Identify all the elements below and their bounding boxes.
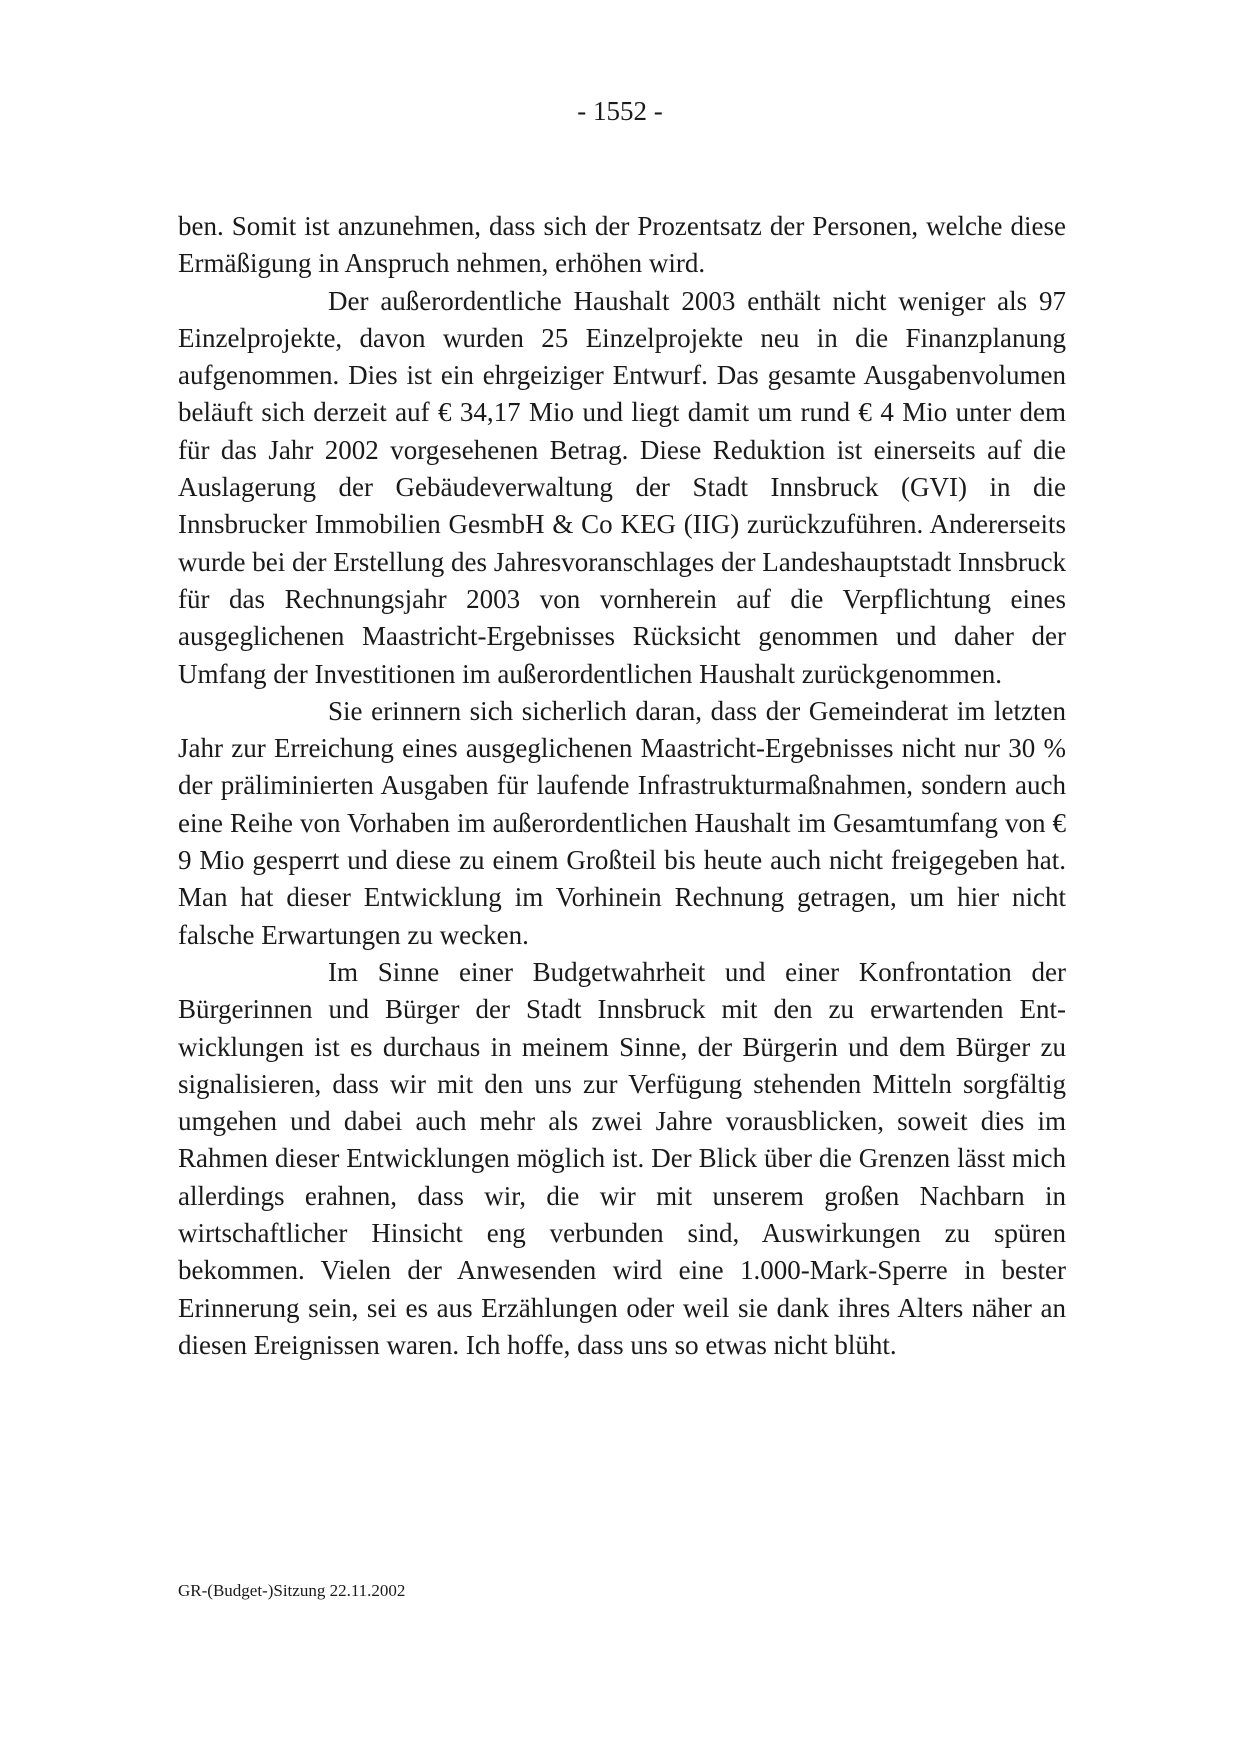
paragraph-4: Im Sinne einer Budgetwahrheit und einer Konfrontation der Bürgerinnen und Bürger der Stadt Innsbruck mit den zu erwartenden Entwicklungen ist es durchaus in meinem Sinne, der Bürgerin und dem Bürger zu signalisieren, dass wir mit den uns zur Verfügung stehenden Mitteln sorgfältig umgehen und dabei auch mehr als zwei Jahre vorausblicken, soweit dies im Rahmen dieser Entwicklungen möglich ist. Der Blick über die Grenzen lässt mich allerdings erahnen, dass wir, die wir mit unserem großen Nachbarn in wirtschaftlicher Hinsicht eng verbunden sind, Auswirkungen zu spüren bekommen. Vielen der Anwesenden wird eine 1.000-Mark-Sperre in bester Erinnerung sein, sei es aus Erzählungen oder weil sie dank ihres Alters näher an diesen Ereignissen waren. Ich hoffe, dass uns so etwas nicht blüht. [178,956,1066,1360]
paragraph-1: ben. Somit ist anzunehmen, dass sich der Prozentsatz der Personen, welche diese Ermäßigung in Anspruch nehmen, erhöhen wird. [178,211,1066,279]
paragraph-2: Der außerordentliche Haushalt 2003 enthält nicht weniger als 97 Einzelprojekte, davon wurden 25 Einzelprojekte neu in die Finanzplanung aufgenommen. Dies ist ein ehrgeiziger Entwurf. Das gesamte Ausgabenvolumen beläuft sich derzeit auf € 34,17 Mio und liegt damit um rund € 4 Mio unter dem für das Jahr 2002 vorgesehenen Betrag. Diese Reduktion ist einerseits auf die Auslagerung der Gebäudeverwaltung der Stadt Innsbruck (GVI) in die Innsbrucker Immobilien GesmbH & Co KEG (IIG) zurückzuführen. Andererseits wurde bei der Erstellung des Jahresvoranschlages der Landeshauptstadt Innsbruck für das Rechnungsjahr 2003 von vornherein auf die Verpflichtung eines ausgeglichenen Maastricht-Ergebnisses Rücksicht genommen und daher der Umfang der Investitionen im außerordentlichen Haushalt zurückgenommen. [178,285,1066,689]
body-text [178,208,1066,1364]
page-number: - 1552 - [577,96,663,126]
footer-session-date: GR-(Budget-)Sitzung 22.11.2002 [178,1581,406,1600]
paragraph-3: Sie erinnern sich sicherlich daran, dass der Gemeinderat im letzten Jahr zur Erreichung eines ausgeglichenen Maastricht-Ergebnisses nicht nur 30 % der präliminierten Ausgaben für laufende Infrastrukturmaßnahmen, sondern auch eine Reihe von Vorhaben im außerordentlichen Haushalt im Gesamtumfang von € 9 Mio gesperrt und diese zu einem Großteil bis heute auch nicht freigegeben hat. Man hat dieser Entwicklung im Vorhinein Rechnung getragen, um hier nicht falsche Erwartungen zu wecken. [178,695,1066,950]
